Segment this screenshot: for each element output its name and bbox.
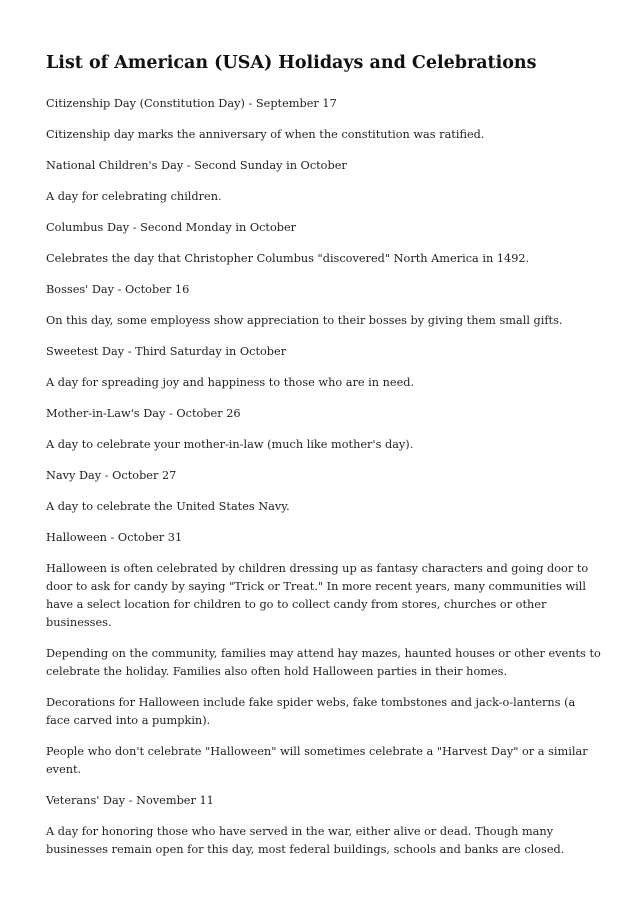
holiday-heading-bosses-day: Bosses' Day - October 16 <box>46 283 190 296</box>
holiday-description-halloween-2: Depending on the community, families may attend hay mazes, haunted houses or other events to celebrate the holiday. Families also often hold Halloween parties in their homes. <box>46 647 601 678</box>
holiday-heading-navy-day: Navy Day - October 27 <box>46 469 177 482</box>
holiday-heading-columbus-day: Columbus Day - Second Monday in October <box>46 221 297 234</box>
holiday-heading-childrens-day: National Children's Day - Second Sunday in October <box>46 159 347 172</box>
holiday-heading-sweetest-day: Sweetest Day - Third Saturday in October <box>46 345 287 358</box>
document-page <box>46 0 602 872</box>
holiday-description-childrens-day: A day for celebrating children. <box>46 190 222 203</box>
holiday-heading-veterans-day: Veterans' Day - November 11 <box>46 794 214 807</box>
holiday-heading-halloween: Halloween - October 31 <box>46 531 183 544</box>
page-title: List of American (USA) Holidays and Celebrations <box>46 53 537 73</box>
holiday-description-citizenship-day: Citizenship day marks the anniversary of when the constitution was ratified. <box>46 128 485 141</box>
holiday-description-halloween-3: Decorations for Halloween include fake spider webs, fake tombstones and jack-o-lanterns (a face carved into a pumpkin). <box>46 696 576 727</box>
holiday-description-halloween-4: People who don't celebrate "Halloween" will sometimes celebrate a "Harvest Day" or a similar event. <box>46 745 588 776</box>
holiday-description-veterans-day: A day for honoring those who have served in the war, either alive or dead. Though many businesses remain open for this day, most federal buildings, schools and banks are closed. <box>46 825 565 856</box>
holiday-description-bosses-day: On this day, some employess show appreciation to their bosses by giving them small gifts. <box>46 314 563 327</box>
holiday-description-navy-day: A day to celebrate the United States Navy. <box>46 500 290 513</box>
holiday-description-sweetest-day: A day for spreading joy and happiness to those who are in need. <box>46 376 415 389</box>
holiday-description-mother-in-law-day: A day to celebrate your mother-in-law (much like mother's day). <box>46 438 414 451</box>
holiday-description-halloween-1: Halloween is often celebrated by children dressing up as fantasy characters and going door to door to ask for candy by saying "Trick or Treat." In more recent years, many communities will have a select location for children to go to collect candy from stores, churches or other businesses. <box>46 562 589 629</box>
holiday-heading-mother-in-law-day: Mother-in-Law's Day - October 26 <box>46 407 241 420</box>
document-body <box>46 95 602 859</box>
holiday-description-columbus-day: Celebrates the day that Christopher Columbus "discovered" North America in 1492. <box>46 252 530 265</box>
holiday-heading-citizenship-day: Citizenship Day (Constitution Day) - September 17 <box>46 97 337 110</box>
